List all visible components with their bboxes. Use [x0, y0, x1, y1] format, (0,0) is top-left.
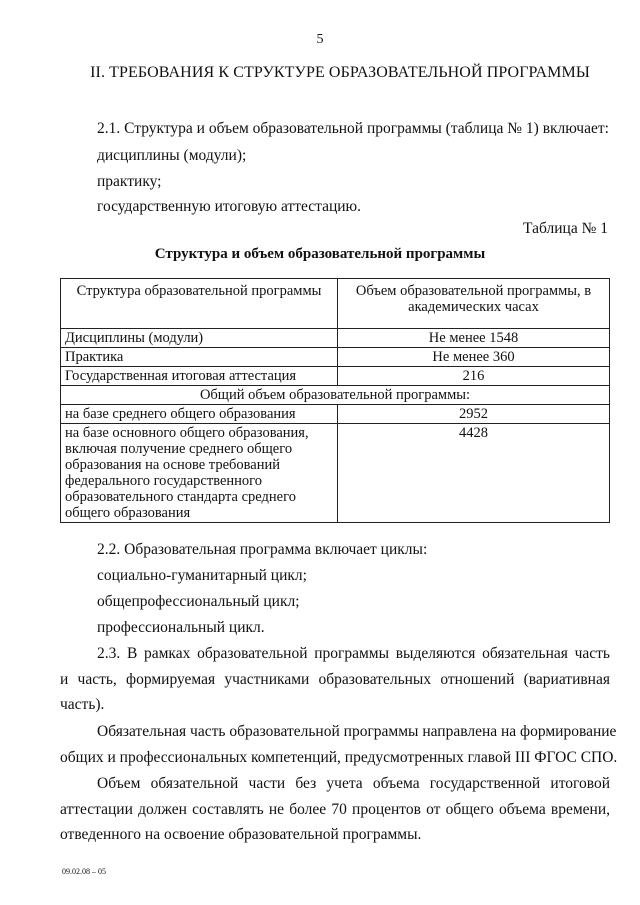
- header-volume: [338, 279, 610, 329]
- table-row: [61, 367, 610, 386]
- total-volume-label: Общий объем образовательной программы:: [61, 386, 610, 405]
- header-volume-line2: академических часах: [408, 299, 539, 315]
- table-row: [61, 348, 610, 367]
- row-label-line: федерального государственного: [65, 473, 263, 489]
- structure-table: [60, 278, 610, 523]
- table-number-label: Таблица № 1: [523, 220, 608, 237]
- table-row: [61, 405, 610, 424]
- row-value: 4428: [338, 424, 610, 523]
- row-label: Государственная итоговая аттестация: [61, 367, 338, 386]
- section-heading: II. ТРЕБОВАНИЯ К СТРУКТУРЕ ОБРАЗОВАТЕЛЬНОЙ ПРОГРАММЫ: [90, 64, 590, 81]
- row-label: Дисциплины (модули): [61, 329, 338, 348]
- para-2-3-line: и часть, формируемая участниками образовательных отношений (вариативная: [60, 671, 610, 688]
- row-value: 2952: [338, 405, 610, 424]
- list-item-disciplines: дисциплины (модули);: [97, 147, 247, 164]
- para-mandatory-line: Обязательная часть образовательной программы направлена на формирование: [97, 723, 617, 740]
- para-2-3-line: 2.3. В рамках образовательной программы выделяются обязательная часть: [97, 645, 610, 662]
- row-label-line: образовательного стандарта среднего: [65, 489, 296, 505]
- row-value: 216: [338, 367, 610, 386]
- para-volume-line: аттестации должен составлять не более 70 процентов от общего объема времени,: [60, 801, 610, 818]
- para-2-3-line: часть).: [60, 696, 105, 713]
- row-label-line: включая получение среднего общего: [65, 441, 293, 457]
- footer-code: 09.02.08 – 05: [62, 867, 106, 876]
- table-row: [61, 329, 610, 348]
- row-label-line: образования на основе требований: [65, 457, 281, 473]
- row-label-multiline: [61, 424, 338, 523]
- list-item-cycle: профессиональный цикл.: [97, 619, 265, 636]
- para-volume-line: отведенного на освоение образовательной программы.: [60, 826, 422, 843]
- row-label-line: на базе основного общего образования,: [65, 425, 309, 441]
- header-structure: Структура образовательной программы: [61, 279, 338, 329]
- page-number: 5: [316, 32, 324, 47]
- table-total-header-row: [61, 386, 610, 405]
- para-mandatory-line: общих и профессиональных компетенций, предусмотренных главой III ФГОС СПО.: [60, 749, 618, 766]
- row-label-line: общего образования: [65, 505, 191, 521]
- row-label: на базе среднего общего образования: [61, 405, 338, 424]
- para-2-2-intro: 2.2. Образовательная программа включает циклы:: [97, 541, 428, 558]
- para-volume-line: Объем обязательной части без учета объема государственной итоговой: [97, 775, 610, 792]
- list-item-attestation: государственную итоговую аттестацию.: [97, 198, 362, 215]
- row-label: Практика: [61, 348, 338, 367]
- list-item-cycle: социально-гуманитарный цикл;: [97, 567, 307, 584]
- table-title: Структура и объем образовательной программы: [154, 246, 486, 262]
- para-2-1-intro: 2.1. Структура и объем образовательной программы (таблица № 1) включает:: [97, 120, 609, 137]
- list-item-practice: практику;: [97, 173, 162, 190]
- list-item-cycle: общепрофессиональный цикл;: [97, 593, 300, 610]
- header-volume-line1: Объем образовательной программы, в: [355, 283, 592, 299]
- row-value: Не менее 1548: [338, 329, 610, 348]
- table-row: [61, 424, 610, 523]
- row-value: Не менее 360: [338, 348, 610, 367]
- table-header-row: [61, 279, 610, 329]
